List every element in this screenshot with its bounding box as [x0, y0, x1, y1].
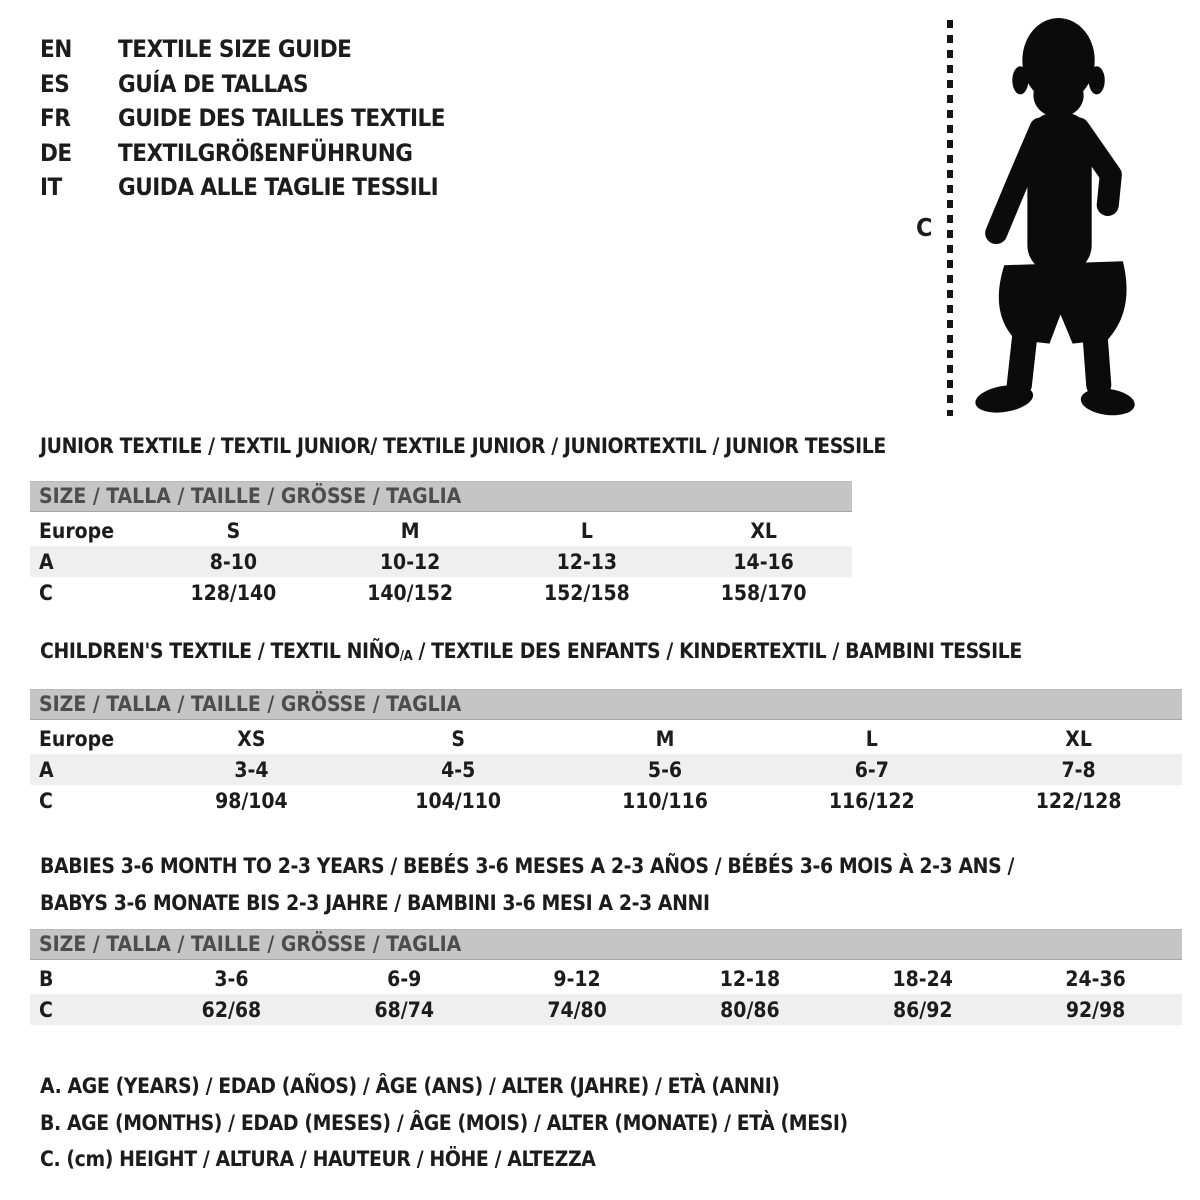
- lang-code-fr: FR: [40, 104, 71, 133]
- size-header-bar: SIZE / TALLA / TAILLE / GRÖSSE / TAGLIA: [30, 929, 1182, 960]
- row-label: Europe: [39, 518, 115, 543]
- cell: 116/122: [828, 788, 915, 813]
- guide-title-en: TEXTILE SIZE GUIDE: [118, 35, 352, 64]
- row-label: C: [39, 580, 53, 605]
- cell: S: [451, 726, 465, 751]
- row-label: C: [39, 788, 53, 813]
- cell: 5-6: [647, 757, 683, 782]
- cell: 6-9: [387, 966, 422, 991]
- table-row-height: [30, 994, 1182, 1025]
- lang-code-it: IT: [40, 173, 62, 202]
- cell: XL: [1065, 726, 1092, 751]
- junior-size-table: [30, 481, 852, 608]
- babies-section-heading: [40, 848, 1014, 922]
- toddler-silhouette-icon: [970, 16, 1136, 418]
- cell: S: [226, 518, 241, 543]
- measure-c-label: C: [916, 213, 933, 242]
- children-size-table: [30, 689, 1182, 816]
- cell: 122/128: [1035, 788, 1122, 813]
- lang-row-es: [40, 67, 445, 102]
- cell: XL: [750, 518, 777, 543]
- guide-title-fr: GUIDE DES TAILLES TEXTILE: [118, 104, 446, 133]
- table-row-height: [30, 785, 1182, 816]
- height-dashed-line: [947, 20, 953, 416]
- guide-title-es: GUÍA DE TALLAS: [118, 69, 309, 98]
- lang-code-en: EN: [40, 35, 72, 64]
- legend-age-years: A. AGE (YEARS) / EDAD (AÑOS) / ÂGE (ANS) / ALTER (JAHRE) / ETÀ (ANNI): [40, 1074, 780, 1098]
- children-section-heading: [40, 640, 1022, 668]
- cell: 7-8: [1061, 757, 1096, 782]
- lang-row-en: [40, 32, 445, 67]
- cell: 158/170: [720, 580, 807, 605]
- cell: 6-7: [854, 757, 889, 782]
- row-label: Europe: [39, 726, 115, 751]
- cell: 74/80: [547, 997, 607, 1022]
- cell: 110/116: [622, 788, 708, 813]
- children-heading-main: CHILDREN'S TEXTILE / TEXTIL NIÑO: [40, 639, 400, 663]
- cell: 68/74: [374, 997, 434, 1022]
- guide-title-de: TEXTILGRÖßENFÜHRUNG: [118, 138, 413, 167]
- row-label: C: [39, 997, 53, 1022]
- babies-size-table: [30, 929, 1182, 1025]
- size-header-bar: SIZE / TALLA / TAILLE / GRÖSSE / TAGLIA: [30, 481, 852, 512]
- junior-section-heading: JUNIOR TEXTILE / TEXTIL JUNIOR/ TEXTILE JUNIOR / JUNIORTEXTIL / JUNIOR TESSILE: [40, 434, 886, 458]
- babies-heading-line2: BABYS 3-6 MONATE BIS 2-3 JAHRE / BAMBINI 3-6 MESI A 2-3 ANNI: [40, 891, 710, 915]
- row-label: A: [39, 549, 54, 574]
- language-title-list: [40, 32, 445, 205]
- cell: M: [400, 518, 420, 543]
- cell: 98/104: [215, 788, 288, 813]
- cell: 92/98: [1065, 997, 1126, 1022]
- table-row-europe: [30, 515, 852, 546]
- table-row-height: [30, 577, 852, 608]
- cell: M: [655, 726, 675, 751]
- cell: 86/92: [893, 997, 953, 1022]
- cell: 128/140: [190, 580, 277, 605]
- legend-age-months: B. AGE (MONTHS) / EDAD (MESES) / ÂGE (MOIS) / ALTER (MONATE) / ETÀ (MESI): [40, 1110, 848, 1135]
- cell: 3-6: [214, 966, 249, 991]
- lang-code-de: DE: [40, 138, 72, 167]
- cell: 152/158: [543, 580, 630, 605]
- cell: 14-16: [733, 549, 794, 574]
- cell: 12-18: [719, 966, 781, 991]
- lang-row-de: [40, 136, 445, 171]
- cell: 4-5: [441, 757, 476, 782]
- babies-heading-line1: BABIES 3-6 MONTH TO 2-3 YEARS / BEBÉS 3-6 MESES A 2-3 AÑOS / BÉBÉS 3-6 MOIS À 2-3 ANS /: [40, 854, 1014, 878]
- children-heading-rest: / TEXTILE DES ENFANTS / KINDERTEXTIL / BAMBINI TESSILE: [412, 639, 1022, 663]
- table-row-age-months: [30, 963, 1182, 994]
- cell: 140/152: [367, 580, 454, 605]
- cell: 24-36: [1065, 966, 1126, 991]
- size-header-bar: SIZE / TALLA / TAILLE / GRÖSSE / TAGLIA: [30, 689, 1182, 720]
- table-row-age-years: [30, 546, 852, 577]
- cell: L: [580, 518, 593, 543]
- cell: 12-13: [556, 549, 618, 574]
- lang-row-it: [40, 170, 445, 205]
- children-heading-small-suffix: /A: [399, 649, 413, 664]
- table-row-age-years: [30, 754, 1182, 785]
- lang-row-fr: [40, 101, 445, 136]
- cell: L: [865, 726, 878, 751]
- table-row-europe: [30, 723, 1182, 754]
- row-label: A: [39, 757, 54, 782]
- row-label: B: [39, 966, 54, 991]
- guide-title-it: GUIDA ALLE TAGLIE TESSILI: [118, 173, 439, 202]
- cell: 10-12: [379, 549, 441, 574]
- cell: 18-24: [892, 966, 953, 991]
- cell: 62/68: [201, 997, 262, 1022]
- cell: XS: [237, 726, 266, 751]
- cell: 80/86: [720, 997, 780, 1022]
- lang-code-es: ES: [40, 69, 70, 98]
- cell: 104/110: [415, 788, 502, 813]
- cell: 8-10: [209, 549, 258, 574]
- legend-height-cm: C. (cm) HEIGHT / ALTURA / HAUTEUR / HÖHE / ALTEZZA: [40, 1147, 596, 1171]
- measurement-legend: [40, 1068, 848, 1178]
- cell: 9-12: [553, 966, 601, 991]
- cell: 3-4: [234, 757, 269, 782]
